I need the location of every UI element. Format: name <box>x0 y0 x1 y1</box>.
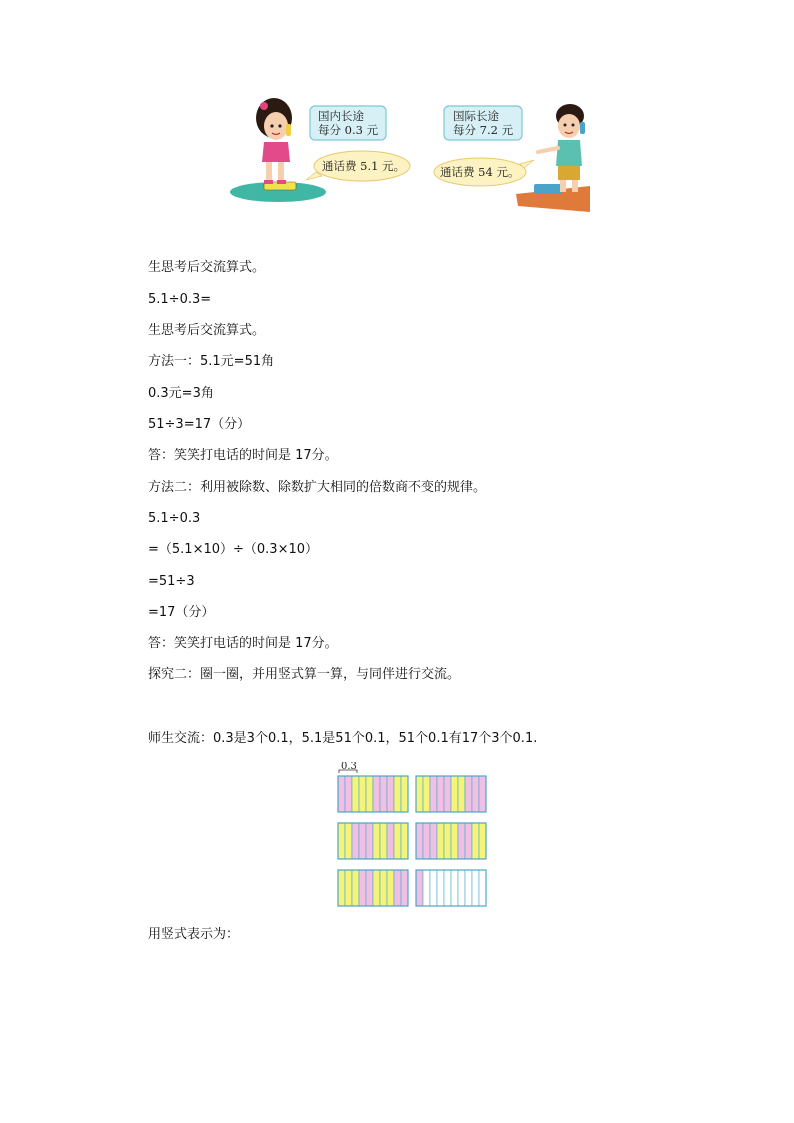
left-sign-line1: 国内长途 <box>318 109 364 123</box>
tenth-strips-diagram <box>332 762 490 910</box>
text-line-1: 生思考后交流算式。 <box>148 260 266 275</box>
text-line-3: 生思考后交流算式。 <box>148 323 266 338</box>
strip-cell <box>479 823 486 859</box>
text-line-2: 5.1÷0.3= <box>148 292 212 307</box>
strip-cell <box>345 776 352 812</box>
strip-cell <box>366 776 373 812</box>
strip-cell <box>401 823 408 859</box>
strip-cell <box>352 776 359 812</box>
strip-cell <box>373 823 380 859</box>
strip-cell <box>437 870 444 906</box>
phone-call-illustration <box>228 96 590 212</box>
text-line-8: 方法二：利用被除数、除数扩大相同的倍数商不变的规律。 <box>148 480 487 495</box>
strip-cell <box>380 776 387 812</box>
strip-cell <box>338 776 345 812</box>
strip-cell <box>444 776 451 812</box>
strip-cell <box>444 870 451 906</box>
bracket-label: 0.3 <box>341 762 357 772</box>
strip-cell <box>416 870 423 906</box>
strip-cell <box>394 870 401 906</box>
strip-cell <box>380 823 387 859</box>
strip-cell <box>352 823 359 859</box>
left-bubble-text: 通话费 5.1 元。 <box>322 159 406 173</box>
text-line-14: 探究二：圈一圈，并用竖式算一算，与同伴进行交流。 <box>148 667 461 682</box>
strip-cell <box>451 776 458 812</box>
right-bubble-text: 通话费 54 元。 <box>440 165 520 179</box>
text-line-5: 0.3元=3角 <box>148 386 214 401</box>
strip-cell <box>416 823 423 859</box>
strip-cell <box>394 823 401 859</box>
text-line-9: 5.1÷0.3 <box>148 511 201 526</box>
boy-figure <box>538 104 585 192</box>
strip-cell <box>401 776 408 812</box>
girl-figure <box>256 98 292 184</box>
strip-cell <box>338 870 345 906</box>
strip-cell <box>479 776 486 812</box>
left-sign-line2: 每分 0.3 元 <box>318 123 379 137</box>
strip-cell <box>373 870 380 906</box>
text-line-7: 答：笑笑打电话的时间是 17分。 <box>148 448 338 463</box>
strip-cell <box>423 870 430 906</box>
strip-cell <box>423 776 430 812</box>
strip-cell <box>345 823 352 859</box>
strip-cell <box>465 823 472 859</box>
strip-cell <box>458 776 465 812</box>
strip-cell <box>366 823 373 859</box>
strip-cell <box>437 776 444 812</box>
text-line-12: =17（分） <box>148 605 215 620</box>
strip-cell <box>451 823 458 859</box>
strip-cell <box>465 776 472 812</box>
strip-cell <box>458 870 465 906</box>
strip-cell <box>387 776 394 812</box>
strip-cell <box>345 870 352 906</box>
strip-cell <box>416 776 423 812</box>
strip-cell <box>430 823 437 859</box>
strip-cell <box>423 823 430 859</box>
strip-grids <box>338 776 486 906</box>
strip-cell <box>472 870 479 906</box>
strip-cell <box>401 870 408 906</box>
strip-cell <box>479 870 486 906</box>
strip-cell <box>352 870 359 906</box>
text-line-16: 用竖式表示为： <box>148 927 240 942</box>
text-line-15: 师生交流：0.3是3个0.1，5.1是51个0.1，51个0.1有17个3个0.1. <box>148 731 538 746</box>
text-line-4: 方法一：5.1元=51角 <box>148 354 275 369</box>
right-sign-line2: 每分 7.2 元 <box>453 123 514 137</box>
strip-cell <box>465 870 472 906</box>
strip-cell <box>338 823 345 859</box>
right-sign-line1: 国际长途 <box>453 109 499 123</box>
strip-cell <box>366 870 373 906</box>
text-line-10: =（5.1×10）÷（0.3×10） <box>148 542 319 557</box>
text-line-13: 答：笑笑打电话的时间是 17分。 <box>148 636 338 651</box>
strip-cell <box>380 870 387 906</box>
strip-cell <box>387 870 394 906</box>
text-line-11: =51÷3 <box>148 574 195 589</box>
strip-cell <box>359 823 366 859</box>
strip-cell <box>430 870 437 906</box>
strip-cell <box>430 776 437 812</box>
strip-cell <box>394 776 401 812</box>
strip-cell <box>359 870 366 906</box>
text-line-6: 51÷3=17（分） <box>148 417 251 432</box>
strip-cell <box>472 823 479 859</box>
strip-cell <box>444 823 451 859</box>
strip-cell <box>458 823 465 859</box>
strip-cell <box>373 776 380 812</box>
strip-cell <box>387 823 394 859</box>
strip-cell <box>359 776 366 812</box>
strip-cell <box>472 776 479 812</box>
right-telephone <box>534 184 562 194</box>
strip-cell <box>451 870 458 906</box>
strip-cell <box>437 823 444 859</box>
